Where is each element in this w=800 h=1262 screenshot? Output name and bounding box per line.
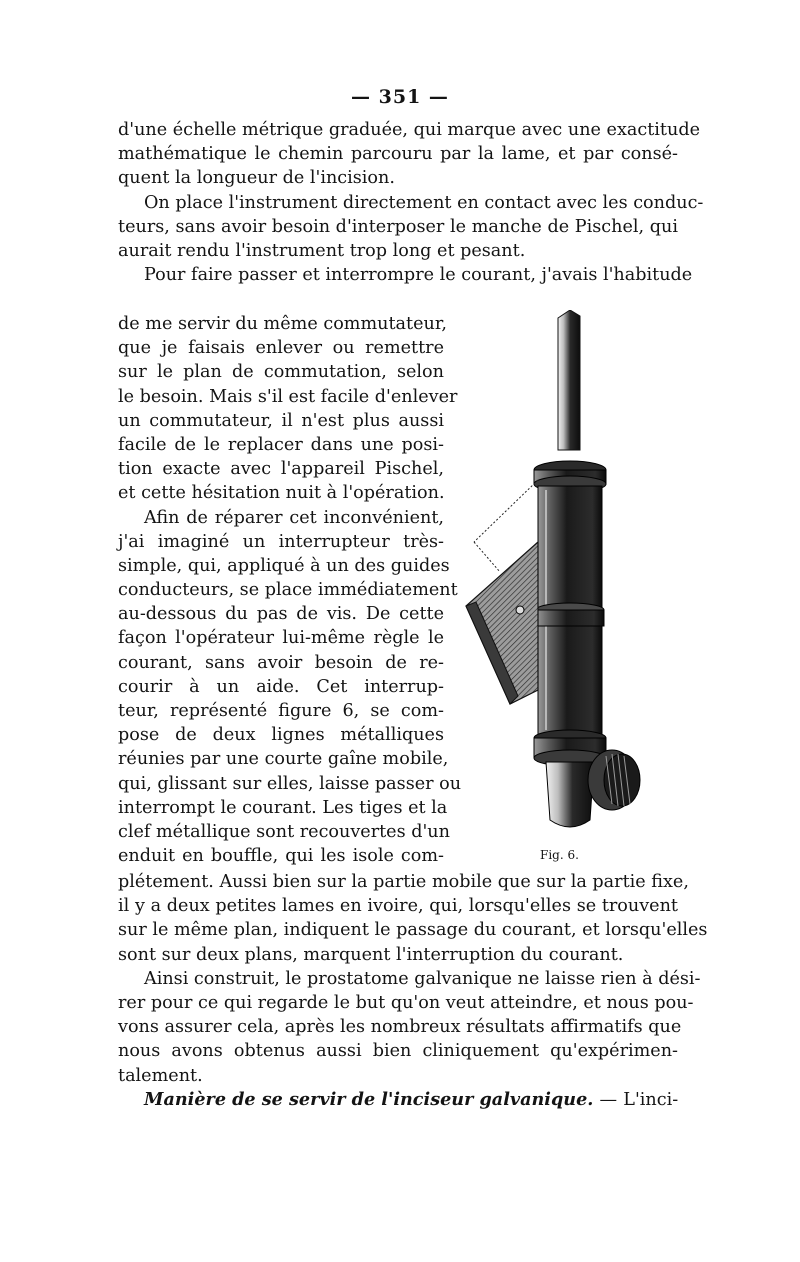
text-line: sont sur deux plans, marquent l'interruption du courant. bbox=[118, 944, 624, 965]
text-line: simple, qui, appliqué à un des guides bbox=[118, 555, 450, 576]
text-line: teurs, sans avoir besoin d'interposer le manche de Pischel, qui bbox=[118, 216, 678, 237]
text-line: enduit en bouffle, qui les isole com- bbox=[118, 846, 444, 867]
text-line: qui, glissant sur elles, laisse passer ou bbox=[118, 773, 462, 794]
text-line: sur le même plan, indiquent le passage du courant, et lorsqu'elles bbox=[118, 920, 708, 941]
text-line: et cette hésitation nuit à l'opération. bbox=[118, 483, 445, 504]
text-line: au-dessous du pas de vis. De cette bbox=[118, 604, 444, 625]
text-line: d'une échelle métrique graduée, qui marque avec une exactitude bbox=[118, 120, 700, 140]
text-line: il y a deux petites lames en ivoire, qui, lorsqu'elles se trouvent bbox=[118, 896, 678, 917]
text-line: plétement. Aussi bien sur la partie mobile que sur la partie fixe, bbox=[118, 872, 689, 892]
section-heading bbox=[118, 1088, 678, 1112]
section-heading-dash: — bbox=[599, 1089, 618, 1110]
text-block-bottom bbox=[118, 870, 708, 1112]
text-line: un commutateur, il n'est plus aussi bbox=[118, 410, 444, 431]
text-block-figure-wrap bbox=[118, 312, 462, 868]
text-line: façon l'opérateur lui-même règle le bbox=[118, 628, 444, 649]
text-line: rer pour ce qui regarde le but qu'on veut atteindre, et nous pou- bbox=[118, 992, 694, 1013]
text-line: conducteurs, se place immédiatement bbox=[118, 580, 458, 601]
galvanic-interrupter-icon bbox=[462, 310, 662, 865]
text-line: réunies par une courte gaîne mobile, bbox=[118, 749, 449, 770]
text-line: tion exacte avec l'appareil Pischel, bbox=[118, 459, 444, 480]
section-heading-title: Manière de se servir de l'inciseur galvanique. bbox=[144, 1088, 594, 1110]
text-line: que je faisais enlever ou remettre bbox=[118, 338, 444, 359]
text-line: le besoin. Mais s'il est facile d'enlever bbox=[118, 386, 458, 407]
text-line: j'ai imaginé un interrupteur très- bbox=[118, 531, 444, 552]
section-heading-continuation: L'inci- bbox=[623, 1089, 679, 1110]
text-line: talement. bbox=[118, 1065, 203, 1086]
text-line: aurait rendu l'instrument trop long et pesant. bbox=[118, 240, 526, 261]
text-line: clef métallique sont recouvertes d'un bbox=[118, 821, 450, 842]
text-line: facile de le replacer dans une posi- bbox=[118, 434, 444, 455]
text-line: interrompt le courant. Les tiges et la bbox=[118, 797, 448, 818]
text-line: nous avons obtenus aussi bien cliniquement qu'expérimen- bbox=[118, 1041, 678, 1062]
text-line: Pour faire passer et interrompre le courant, j'avais l'habitude bbox=[144, 265, 693, 286]
figure-6-illustration bbox=[462, 310, 662, 865]
text-line: courir à un aide. Cet interrup- bbox=[118, 676, 444, 697]
text-line: de me servir du même commutateur, bbox=[118, 314, 447, 334]
figure-caption: Fig. 6. bbox=[540, 848, 579, 862]
text-line: vons assurer cela, après les nombreux résultats affirmatifs que bbox=[118, 1017, 682, 1038]
text-line: sur le plan de commutation, selon bbox=[118, 362, 444, 383]
text-line: quent la longueur de l'incision. bbox=[118, 168, 395, 189]
text-line: On place l'instrument directement en contact avec les conduc- bbox=[144, 192, 704, 213]
text-line: pose de deux lignes métalliques bbox=[118, 725, 444, 746]
text-block-top bbox=[118, 118, 704, 287]
page-number: — 351 — bbox=[351, 86, 449, 108]
text-line: mathématique le chemin parcouru par la lame, et par consé- bbox=[118, 144, 678, 165]
text-line: Afin de réparer cet inconvénient, bbox=[144, 507, 444, 528]
text-line: Ainsi construit, le prostatome galvanique ne laisse rien à dési- bbox=[144, 968, 701, 989]
text-line: courant, sans avoir besoin de re- bbox=[118, 652, 444, 673]
text-line: teur, représenté figure 6, se com- bbox=[118, 701, 444, 721]
